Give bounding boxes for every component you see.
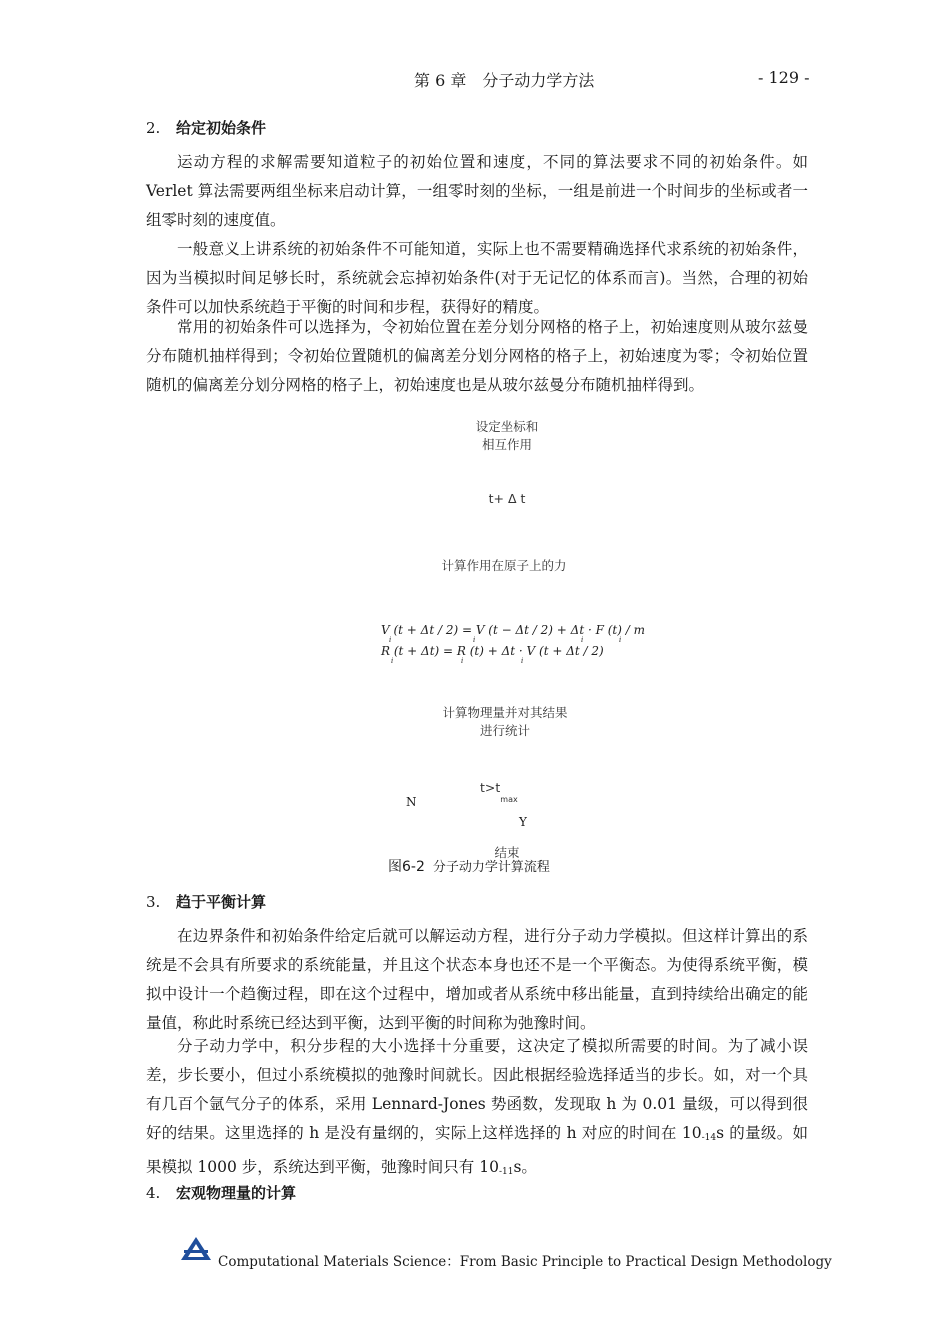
page-header: [0, 68, 950, 92]
flow-box-setup: [407, 417, 607, 453]
paragraph-5-part-1: 分子动力学中，积分步程的大小选择十分重要，这决定了模拟所需要的时间。为了减小误差，步长要小，但过小系统模拟的弛豫时间就长。因此根据经验选择适当的步长。如，对一个具有几百个氩气分子的体系，采用 Lennard-Jones 势函数，发现取 h 为 0.01 量级，可以得到很好的结果。这里选择的 h 是没有量纲的，实际上这样选择的 h 对应的时间在 10: [146, 1037, 808, 1142]
footer-text: Computational Materials Science：From Basic Principle to Practical Design Methodology: [218, 1254, 832, 1270]
section-number: 4.: [146, 1184, 161, 1202]
velocity-equation: V (t + Δt / 2) = V (t − Δt / 2) + Δt · F (t) / m: [381, 623, 645, 637]
subscript-i: i: [461, 657, 464, 665]
paragraph-3: 常用的初始条件可以选择为，令初始位置在差分划分网格的格子上，初始速度则从玻尔兹曼分布随机抽样得到；令初始位置随机的偏离差分划分网格的格子上，初始速度为零；令初始位置随机的偏离差分划分网格的格子上，初始速度也是从玻尔兹曼分布随机抽样得到。: [146, 318, 808, 394]
subscript-i: i: [619, 636, 622, 644]
subscript-i: i: [473, 636, 476, 644]
page-number: - 129 -: [758, 68, 810, 87]
subscript-i: i: [521, 657, 524, 665]
flow-box-setup-line1: 设定坐标和: [475, 419, 539, 434]
paragraph-5-part-2: s 的量级。如果模拟 1000 步，系统达到平衡，弛豫时间只有 10: [146, 1124, 808, 1176]
decision-condition: t>t: [480, 780, 501, 795]
paragraph-1: 运动方程的求解需要知道粒子的初始位置和速度，不同的算法要求不同的初始条件。如 Verlet 算法需要两组坐标来启动计算，一组零时刻的坐标，一组是前进一个时间步的坐标或者一组零时刻的速度值。: [146, 153, 808, 229]
flow-box-equations: [381, 623, 645, 667]
section-title: 给定初始条件: [176, 119, 267, 137]
flow-box-statistics-line1: 计算物理量并对其结果: [442, 705, 568, 720]
flow-box-end: 结束: [494, 845, 520, 860]
decision-subscript: max: [500, 795, 518, 804]
flow-box-statistics-line2: 进行统计: [479, 723, 530, 738]
flow-box-setup-line2: 相互作用: [481, 437, 532, 452]
section-heading-4: [146, 1182, 296, 1203]
flow-box-force: 计算作用在原子上的力: [441, 558, 567, 573]
section-heading-3: [146, 891, 266, 912]
paragraph-5-part-3: s。: [513, 1158, 537, 1176]
subscript-i: i: [581, 636, 584, 644]
chapter-title: 第 6 章 分子动力学方法: [414, 71, 595, 90]
exponent-1: -14: [701, 1133, 717, 1143]
section-heading-2: [146, 117, 266, 138]
section-title: 宏观物理量的计算: [176, 1184, 297, 1202]
section-number: 3.: [146, 893, 161, 911]
figure-title: 分子动力学计算流程: [432, 860, 550, 875]
section-title: 趋于平衡计算: [176, 893, 267, 911]
publisher-logo-icon: [180, 1236, 212, 1262]
figure-label: 图6-2: [388, 859, 425, 875]
paragraph-2: 一般意义上讲系统的初始条件不可能知道，实际上也不需要精确选择代求系统的初始条件，因为当模拟时间足够长时，系统就会忘掉初始条件(对于无记忆的体系而言)。当然，合理的初始条件可以加快系统趋于平衡的时间和步程，获得好的精度。: [146, 240, 808, 316]
flow-time-step: t+ Δ t: [488, 491, 526, 506]
paragraph-4: 在边界条件和初始条件给定后就可以解运动方程，进行分子动力学模拟。但这样计算出的系统是不会具有所要求的系统能量，并且这个状态本身也还不是一个平衡态。为使得系统平衡，模拟中设计一个趋衡过程，即在这个过程中，增加或者从系统中移出能量，直到持续给出确定的能量值，称此时系统已经达到平衡，达到平衡的时间称为弛豫时间。: [146, 927, 808, 1032]
flow-box-statistics: [405, 703, 605, 739]
flow-decision: [480, 780, 540, 804]
flow-branch-no: N: [406, 795, 417, 809]
subscript-i: i: [389, 636, 392, 644]
subscript-i: i: [391, 657, 394, 665]
position-equation: R (t + Δt) = R (t) + Δt · V (t + Δt / 2): [381, 644, 604, 658]
section-number: 2.: [146, 119, 161, 137]
paragraph-5: [146, 1032, 808, 1187]
figure-caption: [388, 856, 550, 876]
flow-branch-yes: Y: [519, 815, 527, 829]
exponent-2: -11: [498, 1167, 514, 1177]
